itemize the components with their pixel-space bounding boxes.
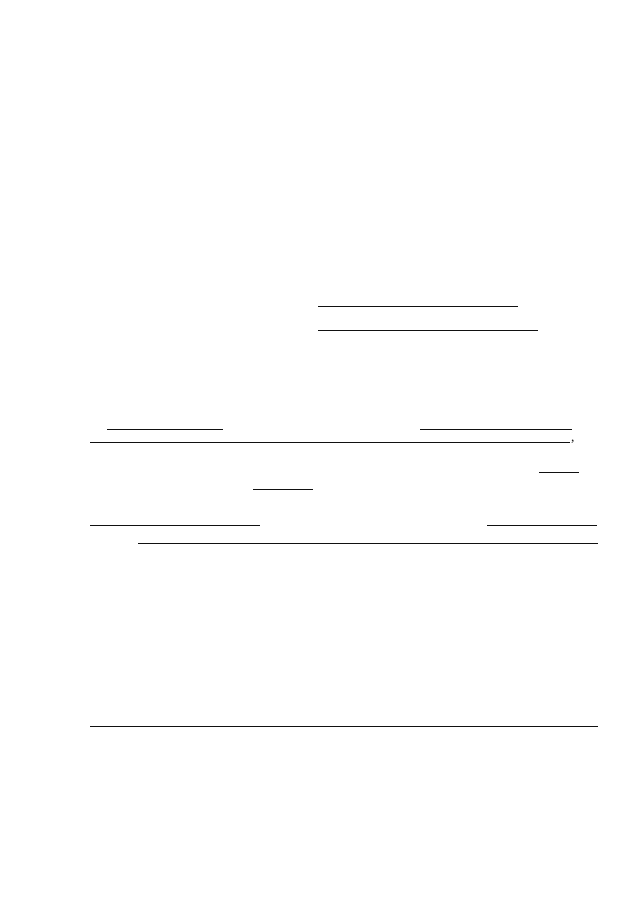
reason-field[interactable] — [90, 726, 598, 727]
applicant-address-line[interactable] — [318, 330, 538, 331]
serviceman-name-field[interactable] — [90, 525, 260, 526]
applicant-name-line[interactable] — [318, 306, 518, 307]
number-field[interactable] — [420, 429, 572, 430]
received-date-field[interactable] — [539, 472, 579, 473]
date-field[interactable] — [107, 429, 223, 430]
authority-field[interactable] — [90, 442, 570, 443]
child-name-field[interactable] — [138, 543, 598, 544]
registration-number-field[interactable] — [253, 489, 313, 490]
comma: , — [571, 429, 575, 444]
service-type-field[interactable] — [487, 525, 597, 526]
